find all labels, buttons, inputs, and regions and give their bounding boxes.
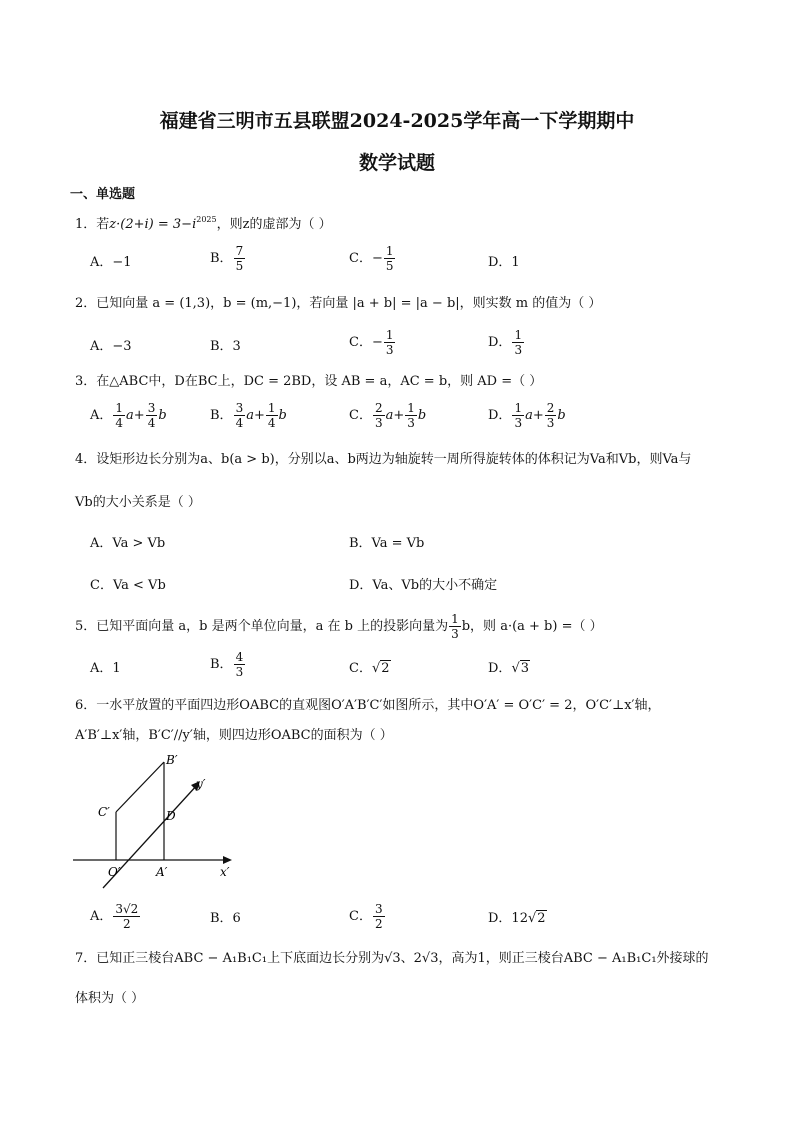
edge-cb [116, 762, 164, 812]
option-d: D．√3 [488, 661, 530, 676]
option-c: C．√2 [349, 661, 390, 676]
option-c: C．− $\frac{1}{3}$ [349, 328, 394, 357]
paper-title: 福建省三明市五县联盟2024-2025学年高一下学期期中 [159, 110, 635, 132]
question-3: 3．在△ABC中，D在BC上，DC = 2BD，设 AB = a，AC = b，则 AD =（ ） [75, 374, 543, 389]
option-a: A．−3 [90, 339, 132, 354]
question-1: 1．若$z\cdot(2+i) = 3-i^{2025}$，则z的虚部为（ ） [75, 215, 332, 232]
label-c: C′ [98, 805, 110, 819]
label-x: x′ [220, 865, 230, 879]
geometry-figure [60, 752, 260, 892]
label-b: B′ [166, 753, 178, 767]
option-c: C． $\frac{2}{3}$ a+ $\frac{1}{3}$ b [349, 401, 427, 430]
option-d: D． $\frac{1}{3}$ a+ $\frac{2}{3}$ b [488, 401, 566, 430]
label-d: D [166, 809, 176, 823]
option-d: D． $\frac{1}{3}$ [488, 328, 523, 357]
question-6-line2: A′B′⊥x′轴，B′C′//y′轴，则四边形OABC的面积为（ ） [75, 728, 393, 743]
option-a: A．−1 [90, 255, 132, 270]
option-d: D．Va、Vb的大小不确定 [349, 578, 498, 593]
option-b: B．6 [210, 911, 241, 926]
option-c: C．− $\frac{1}{5}$ [349, 244, 394, 273]
option-b: B． $\frac{7}{5}$ [210, 244, 244, 273]
label-o: O′ [108, 865, 121, 879]
label-a: A′ [156, 865, 168, 879]
option-a: A． $\frac{3√2}{2}$ [90, 902, 139, 931]
question-6: 6．一水平放置的平面四边形OABC的直观图O′A′B′C′如图所示，其中O′A′ = O′C′ = 2，O′C′⊥x′轴， [75, 698, 661, 713]
option-b: B．Va = Vb [349, 536, 425, 551]
option-d: D．1 [488, 255, 520, 270]
option-b: B． $\frac{3}{4}$ a+ $\frac{1}{4}$ b [210, 401, 287, 430]
paper-subtitle: 数学试题 [358, 152, 435, 174]
x-axis-arrow [223, 856, 232, 864]
option-c: C． $\frac{3}{2}$ [349, 902, 383, 931]
option-b: B． $\frac{4}{3}$ [210, 650, 244, 679]
section-heading: 一、单选题 [70, 187, 136, 202]
option-a: A．1 [90, 661, 121, 676]
math-expression: z·(2+i) = 3−i [109, 217, 197, 232]
question-5: 5．已知平面向量 a，b 是两个单位向量，a 在 b 上的投影向量为 $\frac{1}{3}$ b，则 a·(a + b) =（ ） [75, 612, 603, 641]
question-4: 4．设矩形边长分别为a、b(a > b)，分别以a、b两边为轴旋转一周所得旋转体的体积记为Va和Vb，则Va与 [75, 452, 692, 467]
question-4-line2: Vb的大小关系是（ ） [75, 495, 201, 510]
question-7: 7．已知正三棱台ABC − A₁B₁C₁上下底面边长分别为√3、2√3，高为1，则正三棱台ABC − A₁B₁C₁外接球的 [75, 951, 709, 966]
option-a: A．Va > Vb [90, 536, 166, 551]
option-a: A． $\frac{1}{4}$ a+ $\frac{3}{4}$ b [90, 401, 167, 430]
question-2: 2．已知向量 a = (1,3)，b = (m,−1)，若向量 |a + b| = |a − b|，则实数 m 的值为（ ） [75, 296, 602, 311]
option-d: D．12√2 [488, 911, 546, 926]
label-y: y′ [196, 777, 206, 791]
question-7-line2: 体积为（ ） [75, 991, 145, 1006]
option-b: B．3 [210, 339, 241, 354]
question-number: 1． [75, 217, 97, 232]
option-c: C．Va < Vb [90, 578, 166, 593]
